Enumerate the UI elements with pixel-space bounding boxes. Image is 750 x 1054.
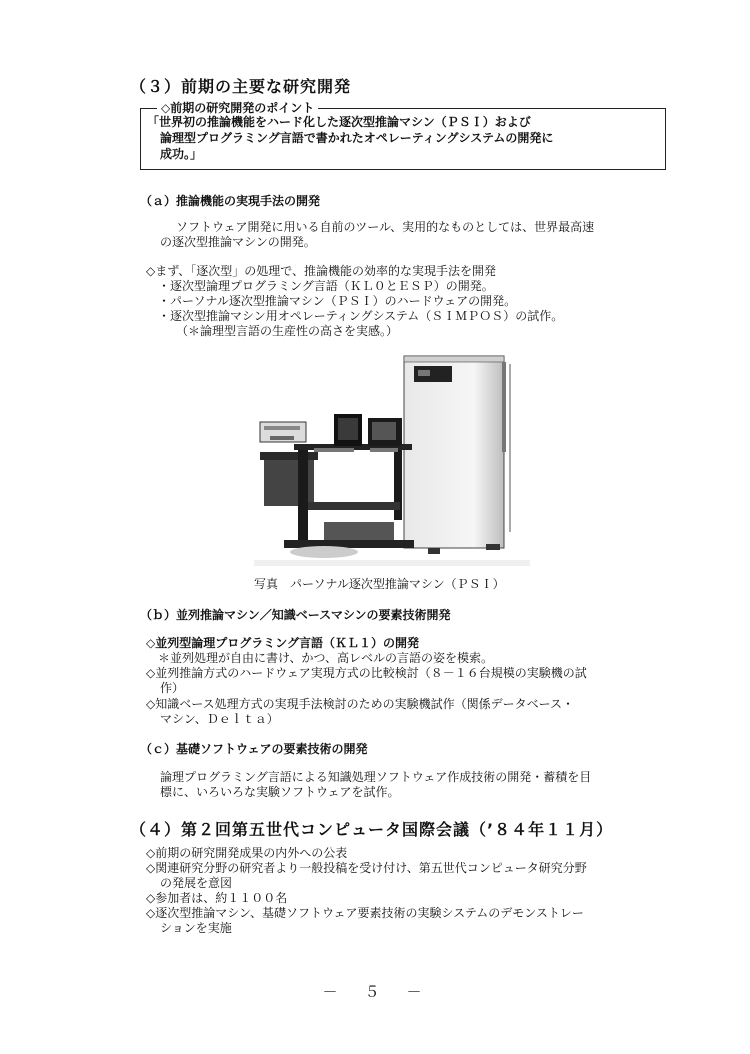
psi-machine-photo [254, 352, 530, 566]
paragraph-line: ソフトウェア開発に用いる自前のツール、実用的なものとしては、世界最高速 [176, 220, 595, 234]
paragraph-line: 論理プログラミング言語による知識処理ソフトウェア作成技術の開発・蓄積を目 [160, 770, 592, 784]
bullet-line: ・パーソナル逐次型推論マシン（ＰＳＩ）のハードウェアの開発。 [158, 294, 517, 308]
point-line: 論理型プログラミング言語で書かれたオペレーティングシステムの開発に [160, 131, 554, 145]
point-box-label: ◇前期の研究開発のポイント [157, 101, 318, 115]
item-line: ◇知識ベース処理方式の実現手法検討のための実験機試作（関係データベース・ [146, 697, 575, 711]
subsection-b-heading: （ｂ）並列推論マシン／知識ベースマシンの要素技術開発 [140, 608, 451, 622]
point-line: 「世界初の推論機能をハード化した逐次型推論マシン（ＰＳＩ）および [147, 115, 531, 129]
item-line: ◇並列型論理プログラミング言語（ＫＬ１）の開発 [146, 636, 419, 650]
bullet-line: ・逐次型論理プログラミング言語（ＫＬ０とＥＳＰ）の開発。 [158, 279, 494, 293]
item-line: ションを実施 [160, 921, 232, 935]
subsection-c-heading: （ｃ）基礎ソフトウェアの要素技術の開発 [140, 742, 368, 756]
bullet-line: ・逐次型推論マシン用オペレーティングシステム（ＳＩＭＰＯＳ）の試作。 [158, 309, 564, 323]
section-3-title: （３）前期の主要な研究開発 [130, 77, 352, 96]
item-line: ◇参加者は、約１１００名 [146, 891, 288, 905]
paragraph-line: の逐次型推論マシンの開発。 [160, 235, 316, 249]
point-line: 成功。」 [160, 147, 203, 161]
item-line: の発展を意図 [160, 876, 233, 890]
subsection-a-heading: （ａ）推論機能の実現手法の開発 [140, 194, 321, 208]
item-line: 作） [160, 681, 185, 695]
item-line: ◇前期の研究開発成果の内外への公表 [146, 846, 348, 860]
item-line: ◇並列推論方式のハードウェア実現方式の比較検討（８－１６台規模の実験機の試 [146, 666, 587, 680]
photo-caption: 写真 パーソナル逐次型推論マシン（ＰＳＩ） [254, 577, 505, 591]
bullet-line: ◇まず、「逐次型」の処理で、推論機能の効率的な実現手法を開発 [146, 264, 497, 278]
page-number: － ５ － [322, 983, 428, 1001]
section-4-title: （４）第２回第五世代コンピュータ国際会議（’８４年１１月） [130, 820, 614, 839]
paragraph-line: 標に、いろいろな実験ソフトウェアを試作。 [160, 785, 400, 799]
item-line: ◇関連研究分野の研究者より一般投稿を受け付け、第五世代コンピュータ研究分野 [146, 861, 587, 875]
item-line: マシン、Ｄｅｌｔａ） [160, 712, 279, 726]
item-line: ＊並列処理が自由に書け、かつ、高レベルの言語の姿を模索。 [158, 651, 494, 665]
bullet-line: （＊論理型言語の生産性の高さを実感。） [176, 324, 399, 338]
item-line: ◇逐次型推論マシン、基礎ソフトウェア要素技術の実験システムのデモンストレー [146, 906, 584, 920]
